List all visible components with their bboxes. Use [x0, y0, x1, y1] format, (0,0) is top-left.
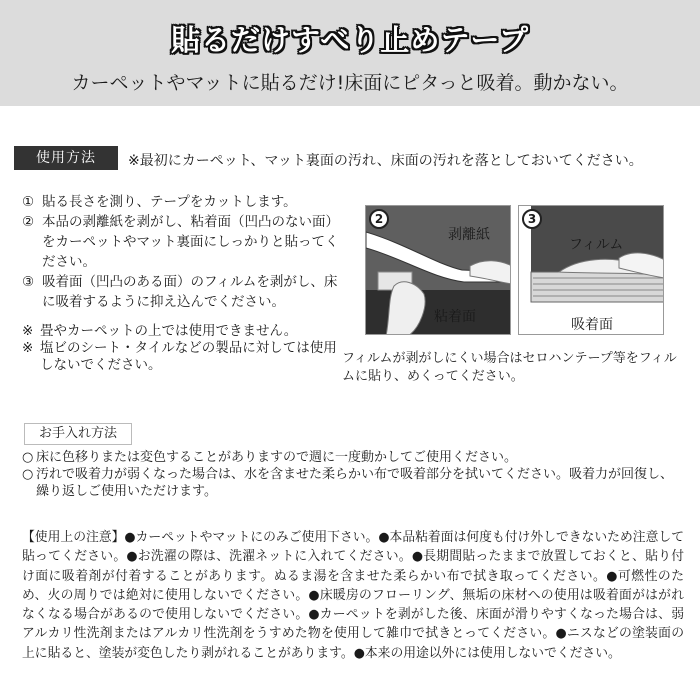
care-text: 汚れで吸着力が弱くなった場合は、水を含ませた柔らかい布で吸着部分を拭いてください。吸着力が回復し、繰り返しご使用いただけます。: [36, 467, 674, 499]
step-text: 貼る長さを測り、テープをカットします。: [42, 194, 297, 210]
usage-steps: [22, 192, 342, 312]
panel-number-badge: 2: [369, 209, 389, 229]
film-label: フィルム: [569, 237, 624, 253]
step-text: 本品の剥離紙を剥がし、粘着面（凹凸のない面）をカーペットやマット裏面にしっかりと貼ってください。: [42, 214, 339, 270]
warning-item: [22, 323, 342, 340]
film-peeling-tip: フィルムが剥がしにくい場合はセロハンテープ等をフィルムに貼り、めくってください。: [342, 351, 677, 384]
warning-mark: ※: [22, 323, 34, 339]
usage-caution-paragraph: 【使用上の注意】●カーペットやマットにのみご使用下さい。●本品粘着面は何度も付け外しできないため注意して貼ってください。●お洗濯の際は、洗濯ネットに入れてください。●長期間貼ったままで放置しておくと、貼り付け面に吸着剤が付着することがあります。ぬるま湯を含ませた柔らかい布で拭き取ってください。●可燃性のため、火の周りでは絶対に使用しないでください。●床暖房のフローリング、無垢の床材への使用は吸着面がはがれなくなる場合があるので使用しないでください。●カーペットを剥がした後、床面が滑りやすくなった場合は、弱アルカリ性洗剤またはアルカリ性洗剤をうすめた物を使用して雑巾で拭きとってください。●ニスなどの塗装面の上に貼ると、塗装が変色したり剥がれることがあります。●本来の用途以外には使用しないでください。: [22, 530, 684, 661]
product-title: 貼るだけすべり止めテープ: [171, 23, 529, 57]
care-instructions: [22, 449, 682, 500]
step-text: 吸着面（凹凸のある面）のフィルムを剥がし、床に吸着するように抑え込んでください。: [42, 274, 338, 310]
care-mark: ○: [22, 467, 34, 482]
warning-item: [22, 340, 342, 374]
header-banner: [0, 0, 700, 106]
illustration-step-2: [365, 205, 511, 335]
care-item: [22, 449, 682, 466]
step-item: [22, 192, 342, 212]
warning-text: 塩ビのシート・タイルなどの製品に対しては使用しないでください。: [40, 340, 337, 373]
warning-text: 畳やカーペットの上では使用できません。: [40, 323, 298, 339]
illustration-step-3: [518, 205, 664, 335]
step-number: ②: [22, 214, 35, 230]
warning-mark: ※: [22, 340, 34, 356]
product-subtitle: カーペットやマットに貼るだけ!床面にピタっと吸着。動かない。: [71, 72, 629, 94]
panel-number-badge: 3: [522, 209, 542, 229]
usage-section-label: 使用方法: [14, 146, 118, 170]
step-number: ③: [22, 274, 35, 290]
care-section-label: お手入れ方法: [24, 423, 132, 445]
release-paper-label: 剥離紙: [448, 227, 490, 243]
step-item: [22, 272, 342, 312]
adhesive-face-label: 粘着面: [434, 309, 476, 325]
usage-warnings: [22, 323, 342, 374]
step-number: ①: [22, 194, 35, 210]
care-text: 床に色移りまたは変色することがありますので週に一度動かしてご使用ください。: [36, 450, 518, 465]
care-mark: ○: [22, 450, 34, 465]
care-item: [22, 466, 682, 500]
usage-precaution-note: ※最初にカーペット、マット裏面の汚れ、床面の汚れを落としておいてください。: [128, 153, 643, 169]
step-item: [22, 212, 342, 272]
suction-face-label: 吸着面: [571, 317, 613, 333]
